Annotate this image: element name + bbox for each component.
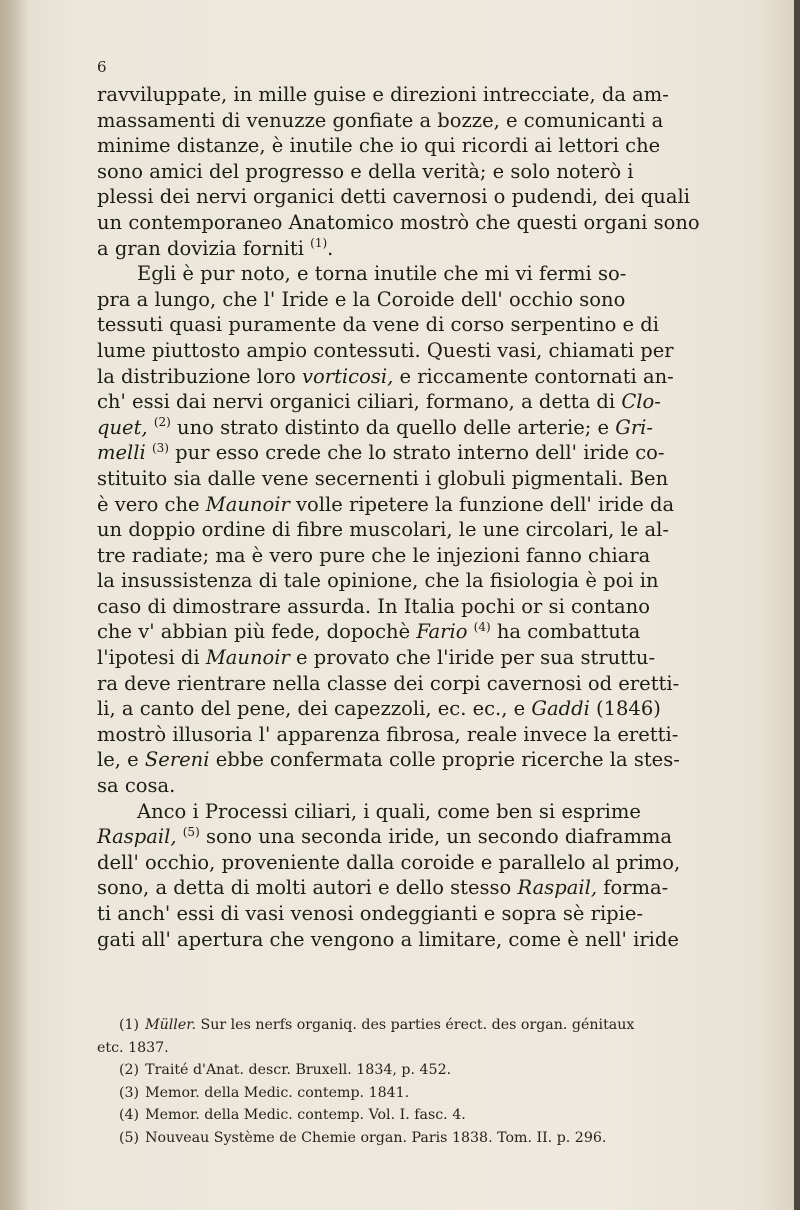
footnote: (4) Memor. della Medic. contemp. Vol. I. fasc. 4. bbox=[119, 1107, 466, 1123]
text-line: ra deve rientrare nella classe dei corpi cavernosi od eretti- bbox=[97, 671, 680, 695]
text-line: gati all' apertura che vengono a limitare, come è nell' iride bbox=[97, 927, 679, 951]
italic-author: melli bbox=[97, 441, 146, 465]
text-line: mostrò illusoria l' apparenza fibrosa, reale invece la eretti- bbox=[97, 722, 679, 746]
text-line: la distribuzione loro vorticosi, e riccamente contornati an- bbox=[97, 364, 674, 388]
footnotes bbox=[97, 1014, 717, 1149]
footnote: (3) Memor. della Medic. contemp. 1841. bbox=[119, 1084, 410, 1101]
text-line: lume piuttosto ampio contessuti. Questi vasi, chiamati per bbox=[97, 338, 674, 362]
italic-author: Raspail, bbox=[97, 825, 177, 849]
text-line: Anco i Processi ciliari, i quali, come ben si esprime bbox=[137, 799, 641, 823]
body-text bbox=[97, 82, 717, 952]
text-line: un contemporaneo Anatomico mostrò che questi organi sono bbox=[97, 210, 700, 234]
text-line: quet, (2) uno strato distinto da quello delle arterie; e Gri- bbox=[97, 415, 653, 439]
text-line: tre radiate; ma è vero pure che le injezioni fanno chiara bbox=[97, 543, 651, 567]
text-line: ch' essi dai nervi organici ciliari, formano, a detta di Clo- bbox=[97, 390, 661, 414]
text-line: sono, a detta di molti autori e dello stesso Raspail, forma- bbox=[97, 876, 669, 900]
italic-author: Sereni bbox=[144, 748, 210, 772]
footnote-author: Müller. bbox=[145, 1017, 196, 1033]
text-line: la insussistenza di tale opinione, che la fisiologia è poi in bbox=[97, 569, 659, 593]
text-line: pra a lungo, che l' Iride e la Coroide dell' occhio sono bbox=[97, 287, 626, 311]
text-line: stituito sia dalle vene secernenti i globuli pigmentali. Ben bbox=[97, 466, 669, 490]
text-line: l'ipotesi di Maunoir e provato che l'iride per sua struttu- bbox=[97, 646, 656, 670]
footnote-continuation: etc. 1837. bbox=[97, 1039, 169, 1056]
text-line: Raspail, (5) sono una seconda iride, un secondo diaframma bbox=[97, 824, 673, 849]
footnote: (1) Müller. Sur les nerfs organiq. des parties érect. des organ. génitaux bbox=[119, 1017, 635, 1033]
text-line: massamenti di venuzze gonfiate a bozze, e comunicanti a bbox=[97, 108, 664, 132]
text-line: a gran dovizia forniti (1). bbox=[97, 236, 334, 260]
text-line: un doppio ordine di fibre muscolari, le une circolari, le al- bbox=[97, 518, 669, 542]
page-number: 6 bbox=[97, 58, 107, 76]
text-line: sa cosa. bbox=[97, 774, 176, 798]
text-line: è vero che Maunoir volle ripetere la funzione dell' iride da bbox=[97, 492, 675, 516]
italic-author: Maunoir bbox=[205, 492, 290, 516]
page-edge bbox=[794, 0, 800, 1210]
text-line: tessuti quasi puramente da vene di corso serpentino e di bbox=[97, 313, 659, 337]
text-line: le, e Sereni ebbe confermata colle proprie ricerche la stes- bbox=[97, 748, 680, 772]
text-line: melli (3) pur esso crede che lo strato interno dell' iride co- bbox=[97, 440, 665, 465]
text-line: plessi dei nervi organici detti cavernosi o pudendi, dei quali bbox=[97, 185, 690, 209]
text-line: sono amici del progresso e della verità; e solo noterò i bbox=[97, 159, 634, 183]
footnote: (5) Nouveau Système de Chemie organ. Paris 1838. Tom. II. p. 296. bbox=[119, 1129, 607, 1146]
italic-author: Maunoir bbox=[205, 646, 290, 670]
italic-author: quet, bbox=[97, 415, 148, 439]
text-line: li, a canto del pene, dei capezzoli, ec. ec., e Gaddi (1846) bbox=[97, 697, 661, 721]
binding-shadow bbox=[0, 0, 28, 1210]
italic-author: Clo- bbox=[621, 390, 661, 414]
footnote: (2) Traité d'Anat. descr. Bruxell. 1834, p. 452. bbox=[119, 1062, 452, 1078]
text-line: ti anch' essi di vasi venosi ondeggianti e sopra sè ripie- bbox=[97, 902, 644, 925]
text-line: caso di dimostrare assurda. In Italia pochi or si contano bbox=[97, 594, 650, 618]
italic-author: Gri- bbox=[615, 415, 653, 439]
italic-term: vorticosi, bbox=[302, 364, 394, 388]
italic-author: Raspail, bbox=[517, 876, 598, 900]
text-line: che v' abbian più fede, dopochè Fario (4) ha combattuta bbox=[97, 619, 641, 644]
text-line: ravviluppate, in mille guise e direzioni intrecciate, da am- bbox=[97, 83, 669, 106]
text-line: minime distanze, è inutile che io qui ricordi ai lettori che bbox=[97, 134, 661, 158]
italic-author: Gaddi bbox=[531, 697, 590, 721]
italic-author: Fario bbox=[416, 620, 468, 644]
text-line: Egli è pur noto, e torna inutile che mi vi fermi so- bbox=[137, 262, 627, 286]
text-line: dell' occhio, proveniente dalla coroide e parallelo al primo, bbox=[97, 850, 681, 874]
